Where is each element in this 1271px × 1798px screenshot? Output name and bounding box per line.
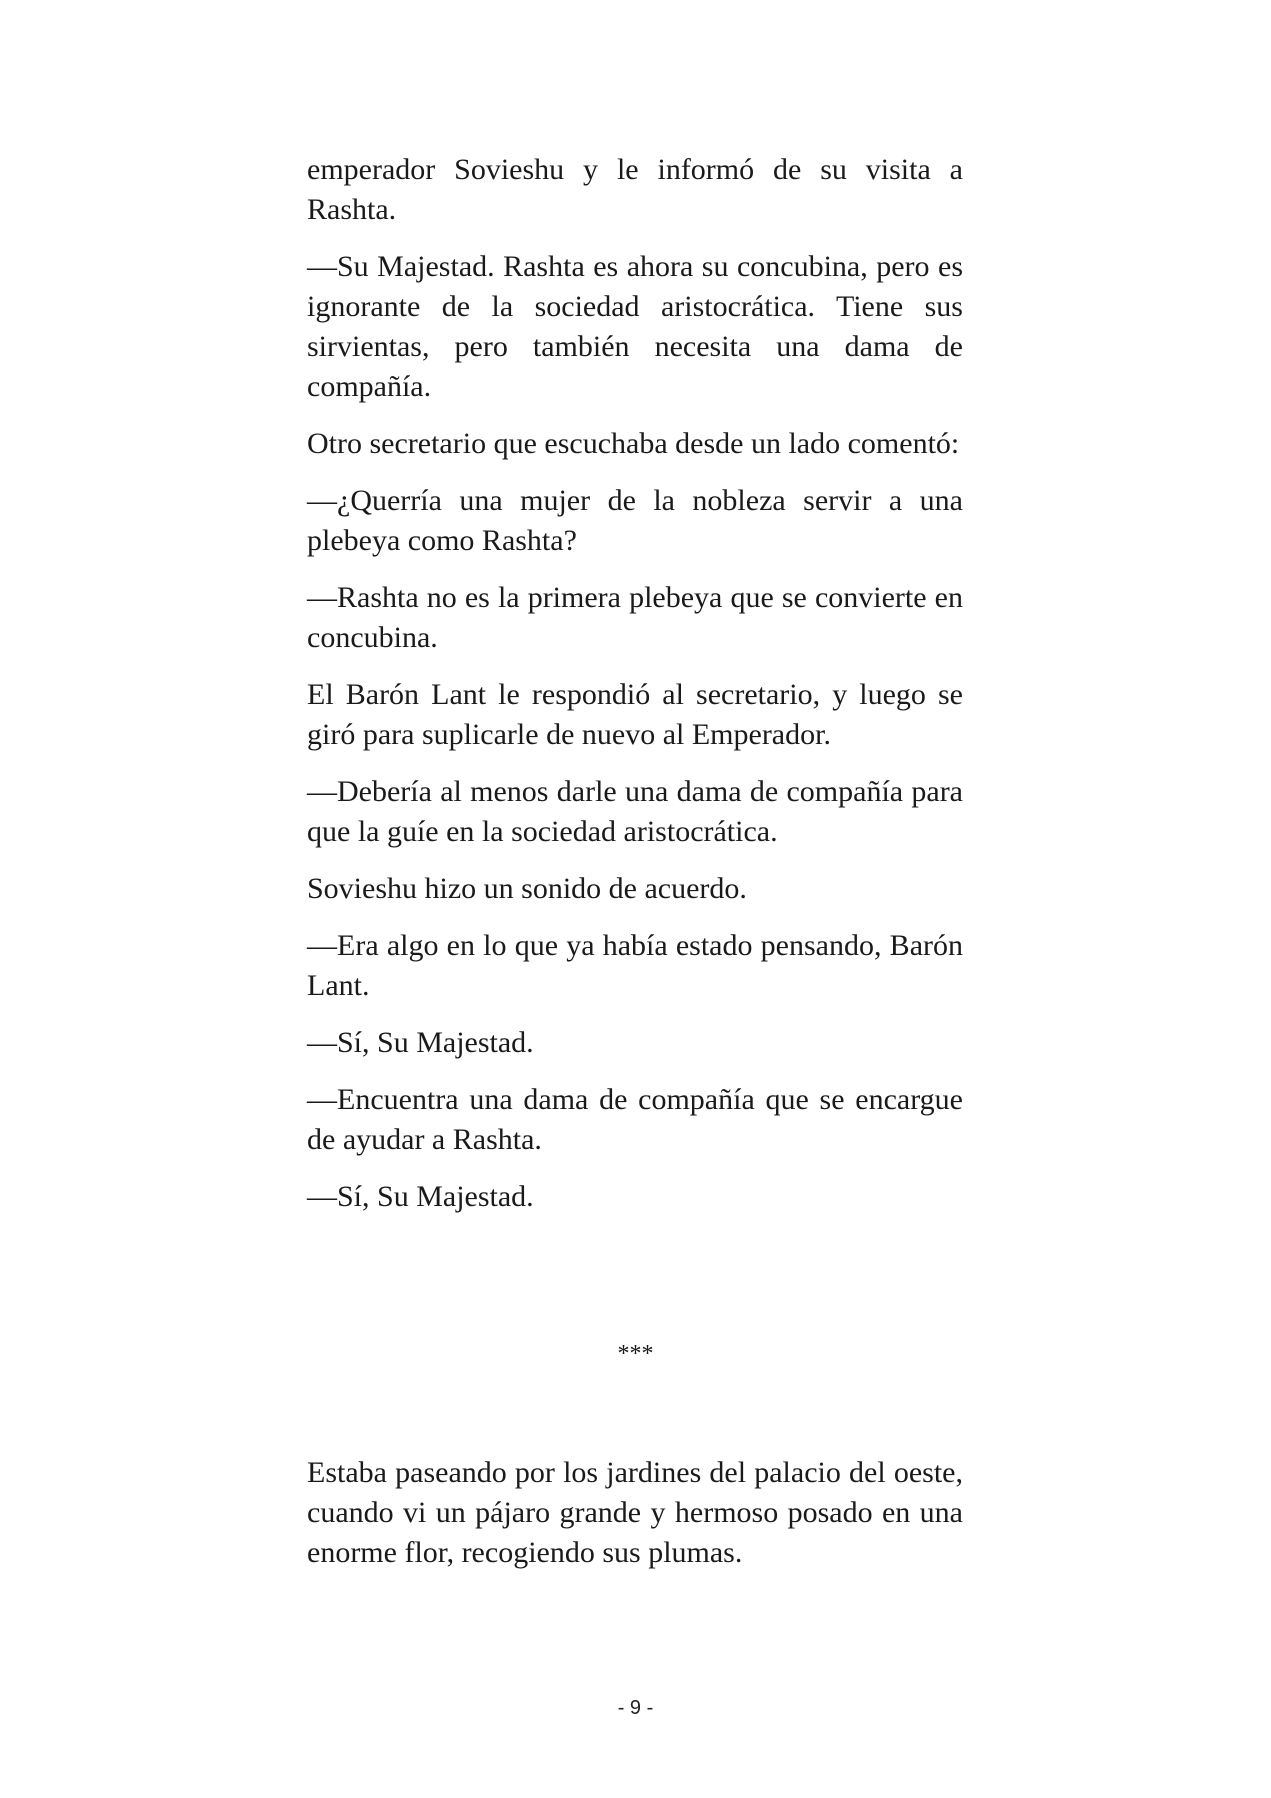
paragraph: emperador Sovieshu y le informó de su visita a Rashta.: [307, 153, 963, 226]
paragraph: —Encuentra una dama de compañía que se encargue de ayudar a Rashta.: [307, 1083, 963, 1156]
paragraph: —Rashta no es la primera plebeya que se convierte en concubina.: [307, 581, 963, 654]
paragraph: —Sí, Su Majestad.: [307, 1180, 534, 1213]
paragraph: Sovieshu hizo un sonido de acuerdo.: [307, 872, 747, 905]
closing-text: [307, 1453, 963, 1590]
paragraph: —Su Majestad. Rashta es ahora su concubina, pero es ignorante de la sociedad aristocrática. Tiene sus sirvientas, pero también necesita una dama de compañía.: [307, 250, 963, 403]
body-text: [307, 150, 963, 1234]
paragraph: El Barón Lant le respondió al secretario, y luego se giró para suplicarle de nuevo al Emperador.: [307, 678, 963, 751]
paragraph: —Era algo en lo que ya había estado pensando, Barón Lant.: [307, 929, 963, 1002]
paragraph: Otro secretario que escuchaba desde un lado comentó:: [307, 427, 960, 460]
paragraph: —Sí, Su Majestad.: [307, 1026, 534, 1059]
page-number: - 9 -: [617, 1697, 654, 1719]
paragraph: —Debería al menos darle una dama de compañía para que la guíe en la sociedad aristocrática.: [307, 775, 963, 848]
scene-separator: ***: [617, 1341, 654, 1367]
paragraph: Estaba paseando por los jardines del palacio del oeste, cuando vi un pájaro grande y hermoso posado en una enorme flor, recogiendo sus plumas.: [307, 1456, 963, 1569]
paragraph: —¿Querría una mujer de la nobleza servir a una plebeya como Rashta?: [307, 484, 963, 557]
